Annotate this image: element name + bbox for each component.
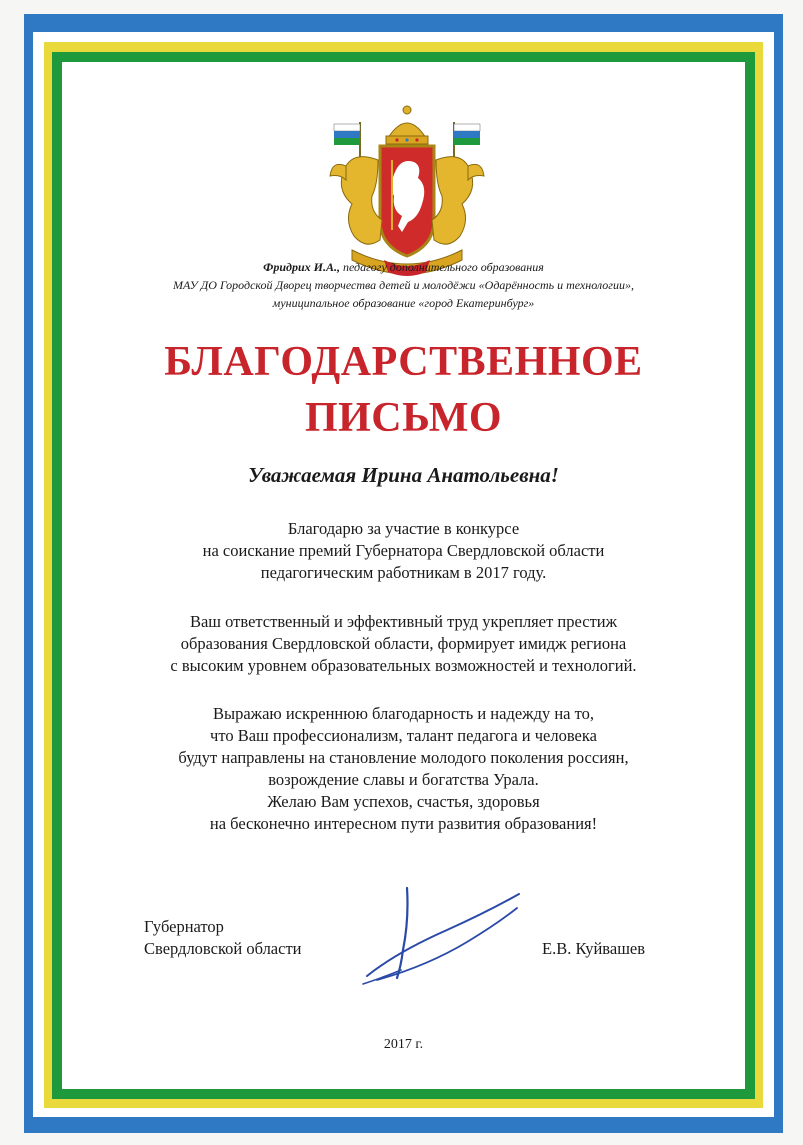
crown-icon <box>386 106 428 144</box>
paragraph-line: на соискание премий Губернатора Свердловской области <box>202 541 605 560</box>
recipient-position: педагогу дополнительного образования <box>343 260 544 274</box>
shield-icon <box>380 146 434 256</box>
title-line-1: БЛАГОДАРСТВЕННОЕ <box>164 339 643 385</box>
greeting: Уважаемая Ирина Анатольевна! <box>248 463 559 487</box>
paragraph-line: Благодарю за участие в конкурсе <box>287 519 520 538</box>
left-supporter-icon <box>330 157 382 245</box>
right-supporter-icon <box>432 157 484 245</box>
recipient-name: Фридрих И.А., <box>263 260 340 274</box>
paragraph-1 <box>62 518 745 584</box>
recipient-block <box>62 258 745 312</box>
signer-title-line-1: Губернатор <box>144 917 224 936</box>
signer-title-line-2: Свердловской области <box>144 939 302 958</box>
paragraph-line: педагогическим работникам в 2017 году. <box>260 563 547 582</box>
paragraph-2 <box>62 611 745 677</box>
signature-icon <box>357 880 527 990</box>
signer-title <box>144 916 302 960</box>
title-line-2: ПИСЬМО <box>304 395 503 441</box>
paragraph-line: что Ваш профессионализм, талант педагога и человека <box>210 726 597 745</box>
paragraph-line: Выражаю искреннюю благодарность и надежду на то, <box>213 704 594 723</box>
paragraph-line: будут направлены на становление молодого поколения россиян, <box>178 748 629 767</box>
paragraph-line: с высоким уровнем образовательных возможностей и технологий. <box>170 656 637 675</box>
paragraph-line: Желаю Вам успехов, счастья, здоровья <box>267 792 540 811</box>
document-title <box>62 334 745 446</box>
paragraph-line: образования Свердловской области, формирует имидж региона <box>180 634 627 653</box>
signer-name: Е.В. Куйвашев <box>542 939 646 958</box>
paragraph-line: возрождение славы и богатства Урала. <box>268 770 539 789</box>
paragraph-3 <box>62 703 745 835</box>
letter-content <box>62 62 745 1089</box>
recipient-organization: МАУ ДО Городской Дворец творчества детей и молодёжи «Одарённость и технологии», <box>173 278 634 292</box>
document-date: 2017 г. <box>383 1037 424 1052</box>
paragraph-line: на бесконечно интересном пути развития образования! <box>209 814 598 833</box>
paragraph-line: Ваш ответственный и эффективный труд укрепляет престиж <box>189 612 618 631</box>
recipient-municipality: муниципальное образование «город Екатеринбург» <box>272 296 535 310</box>
